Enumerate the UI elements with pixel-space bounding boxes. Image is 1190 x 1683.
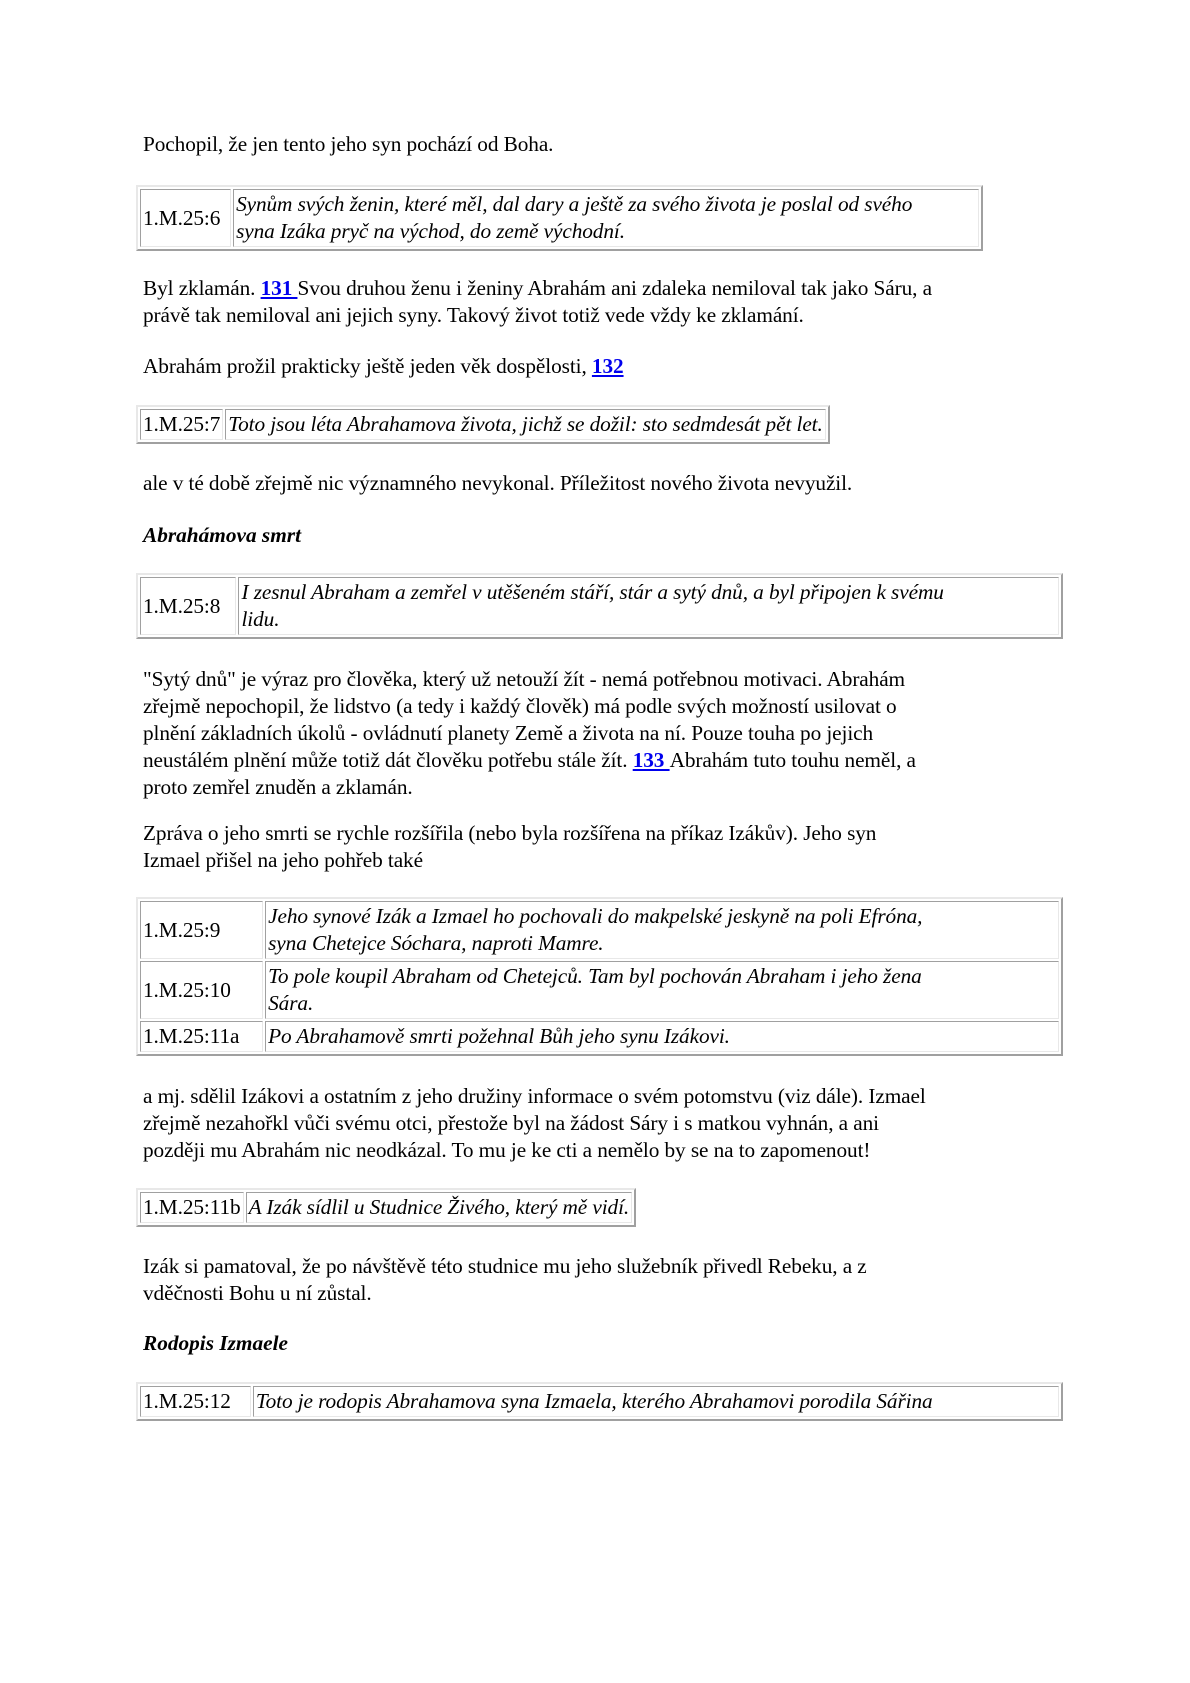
verse-text: Toto je rodopis Abrahamova syna Izmaela, kterého Abrahamovi porodila Sářina <box>253 1386 1059 1417</box>
footnote-link-131[interactable]: 131 <box>260 276 298 300</box>
text-span: právě tak nemiloval ani jejich syny. Takový život totiž vede vždy ke zklamání. <box>143 303 804 327</box>
text-span: proto zemřel znuděn a zklamán. <box>143 775 413 799</box>
verse-text: Po Abrahamově smrti požehnal Bůh jeho synu Izákovi. <box>265 1021 1059 1052</box>
paragraph <box>143 275 932 329</box>
verse-ref: 1.M.25:8 <box>140 577 236 635</box>
verse-table <box>136 185 983 251</box>
text-span: Izák si pamatoval, že po návštěvě této studnice mu jeho služebník přivedl Rebeku, a z <box>143 1254 867 1278</box>
verse-text <box>238 577 1059 635</box>
paragraph <box>143 666 916 801</box>
verse-ref: 1.M.25:11b <box>140 1192 244 1223</box>
text-span: později mu Abrahám nic neodkázal. To mu je ke cti a nemělo by se na to zapomenout! <box>143 1138 871 1162</box>
text-span: zřejmě nezahořkl vůči svému otci, přestože byl na žádost Sáry i s matkou vyhnán, a ani <box>143 1111 879 1135</box>
verse-ref: 1.M.25:9 <box>140 901 263 959</box>
verse-line: I zesnul Abraham a zemřel v utěšeném stáří, stár a sytý dnů, a byl připojen k svému <box>241 580 944 604</box>
paragraph <box>143 353 624 380</box>
text-span: plnění základních úkolů - ovládnutí planety Země a života na ní. Pouze touha po jejich <box>143 721 874 745</box>
text-span: Zpráva o jeho smrti se rychle rozšířila (nebo byla rozšířena na příkaz Izákův). Jeho syn <box>143 821 877 845</box>
text-span: a mj. sdělil Izákovi a ostatním z jeho družiny informace o svém potomstvu (viz dále). Izmael <box>143 1084 926 1108</box>
paragraph <box>143 1083 926 1164</box>
verse-line: Jeho synové Izák a Izmael ho pochovali do makpelské jeskyně na poli Efróna, <box>268 904 923 928</box>
verse-ref: 1.M.25:10 <box>140 961 263 1019</box>
paragraph: ale v té době zřejmě nic významného nevykonal. Příležitost nového života nevyužil. <box>143 471 853 495</box>
verse-row <box>140 961 1059 1019</box>
paragraph <box>143 1253 867 1307</box>
verse-ref: 1.M.25:6 <box>140 189 231 247</box>
verse-row <box>140 1192 632 1223</box>
verse-table <box>136 897 1063 1056</box>
text-span: Svou druhou ženu i ženiny Abrahám ani zdaleka nemiloval tak jako Sáru, a <box>297 276 932 300</box>
text-span: Abrahám tuto touhu neměl, a <box>669 748 916 772</box>
verse-line: Sára. <box>268 991 314 1015</box>
verse-row <box>140 901 1059 959</box>
verse-table <box>136 405 830 444</box>
verse-text <box>265 901 1059 959</box>
verse-line: syna Chetejce Sóchara, naproti Mamre. <box>268 931 604 955</box>
verse-table <box>136 1382 1063 1421</box>
verse-row <box>140 189 979 247</box>
verse-row <box>140 577 1059 635</box>
footnote-link-133[interactable]: 133 <box>632 748 670 772</box>
verse-line: To pole koupil Abraham od Chetejců. Tam byl pochován Abraham i jeho žena <box>268 964 922 988</box>
text-span: Byl zklamán. <box>143 276 261 300</box>
footnote-link-132[interactable]: 132 <box>591 354 624 378</box>
verse-ref: 1.M.25:11a <box>140 1021 263 1052</box>
verse-text: A Izák sídlil u Studnice Živého, který mě vidí. <box>246 1192 633 1223</box>
text-span: "Sytý dnů" je výraz pro člověka, který už netouží žít - nemá potřebnou motivaci. Abrahám <box>143 667 906 691</box>
verse-line: syna Izáka pryč na východ, do země východní. <box>236 219 625 243</box>
verse-ref: 1.M.25:7 <box>140 409 223 440</box>
verse-row <box>140 1021 1059 1052</box>
text-span: vděčnosti Bohu u ní zůstal. <box>143 1281 372 1305</box>
paragraph <box>143 820 876 874</box>
verse-ref: 1.M.25:12 <box>140 1386 251 1417</box>
verse-table <box>136 1188 636 1227</box>
text-span: Abrahám prožil prakticky ještě jeden věk dospělosti, <box>143 354 592 378</box>
verse-line: lidu. <box>241 607 280 631</box>
verse-line: Synům svých ženin, které měl, dal dary a ještě za svého života je poslal od svého <box>236 192 913 216</box>
verse-table <box>136 573 1063 639</box>
verse-text <box>233 189 979 247</box>
verse-row <box>140 409 826 440</box>
paragraph: Pochopil, že jen tento jeho syn pochází od Boha. <box>143 132 554 156</box>
text-span: zřejmě nepochopil, že lidstvo (a tedy i každý člověk) má podle svých možností usilovat o <box>143 694 897 718</box>
text-span: neustálém plnění může totiž dát člověku potřebu stále žít. <box>143 748 633 772</box>
section-heading: Rodopis Izmaele <box>143 1331 288 1355</box>
verse-text: Toto jsou léta Abrahamova života, jichž se dožil: sto sedmdesát pět let. <box>225 409 825 440</box>
text-span: Izmael přišel na jeho pohřeb také <box>143 848 423 872</box>
verse-row <box>140 1386 1059 1417</box>
verse-text <box>265 961 1059 1019</box>
section-heading: Abrahámova smrt <box>143 523 301 547</box>
